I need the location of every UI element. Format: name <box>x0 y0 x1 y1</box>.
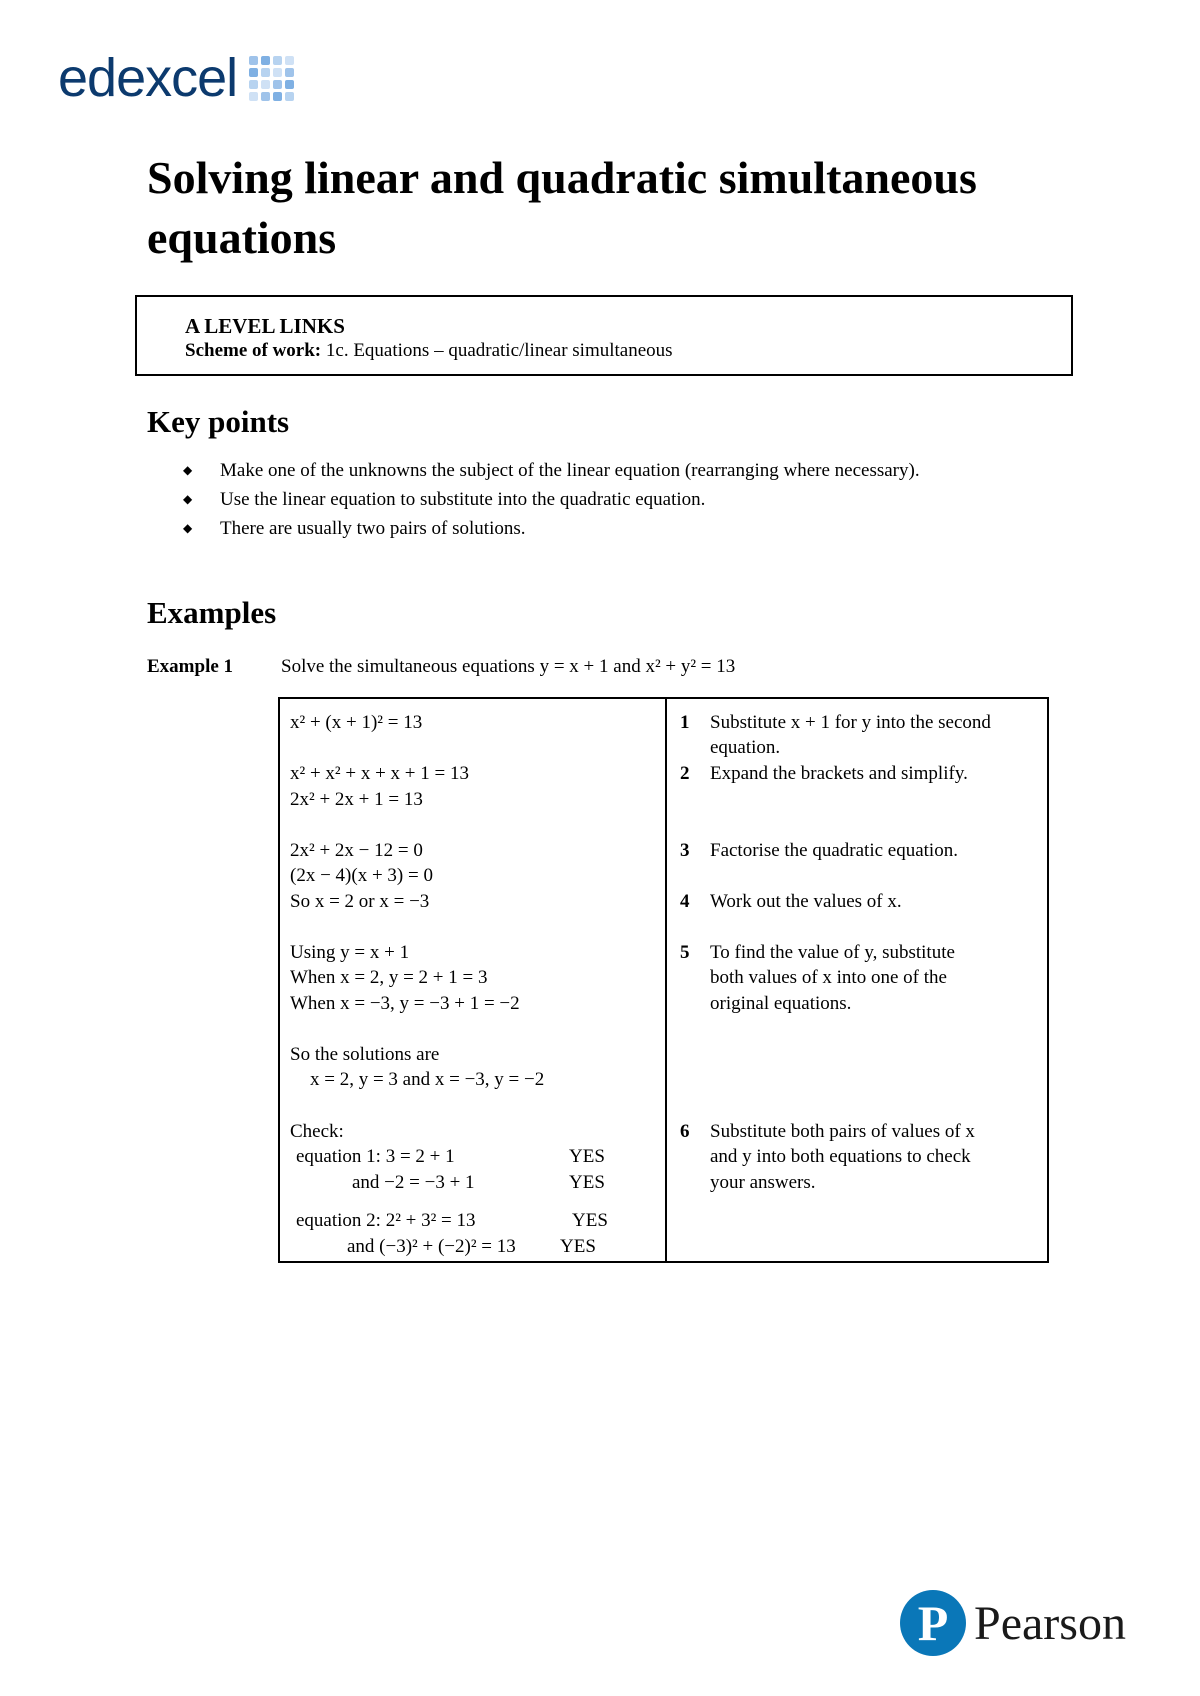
a-level-links-box <box>135 295 1073 376</box>
step-text: Factorise the quadratic equation. <box>710 840 958 861</box>
step-text: Substitute x + 1 for y into the second <box>710 712 991 733</box>
bullet-icon: ◆ <box>183 521 193 535</box>
step-text: Substitute both pairs of values of x <box>710 1121 975 1142</box>
check-result: YES <box>560 1236 596 1257</box>
scheme-label: Scheme of work: <box>185 340 322 361</box>
step-text: To find the value of y, substitute <box>710 942 955 963</box>
working-line: When x = 2, y = 2 + 1 = 3 <box>290 967 488 988</box>
list-item <box>180 514 1080 543</box>
check-line: and (−3)² + (−2)² = 13 <box>347 1236 516 1257</box>
step-text: original equations. <box>710 993 852 1014</box>
logo-text: edexcel <box>58 48 238 108</box>
logo-grid-square <box>261 80 270 89</box>
logo-grid-square <box>249 56 258 65</box>
check-line: equation 2: 2² + 3² = 13 <box>296 1210 476 1231</box>
key-point-text: Use the linear equation to substitute into the quadratic equation. <box>220 489 706 510</box>
logo-grid-square <box>285 92 294 101</box>
column-divider <box>665 699 667 1261</box>
working-line: Check: <box>290 1121 344 1142</box>
logo-grid-square <box>285 80 294 89</box>
working-line: x² + (x + 1)² = 13 <box>290 712 423 733</box>
solutions-line: x = 2, y = 3 and x = −3, y = −2 <box>310 1069 545 1090</box>
logo-grid-square <box>273 56 282 65</box>
pearson-mark-icon: P <box>900 1590 966 1656</box>
page-title: Solving linear and quadratic simultaneous equations <box>147 152 977 263</box>
worked-solution-table <box>278 697 1049 1263</box>
example-statement: Solve the simultaneous equations y = x + 1 and x² + y² = 13 <box>281 656 736 677</box>
logo-grid-square <box>273 68 282 77</box>
step-number: 5 <box>680 942 690 963</box>
logo-grid-square <box>261 56 270 65</box>
step-number: 6 <box>680 1121 690 1142</box>
working-line: 2x² + 2x + 1 = 13 <box>290 789 423 810</box>
step-text: and y into both equations to check <box>710 1146 971 1167</box>
step-number: 1 <box>680 712 690 733</box>
list-item <box>180 485 1080 514</box>
edexcel-logo <box>58 48 294 108</box>
working-line: Using y = x + 1 <box>290 942 410 963</box>
key-point-text: There are usually two pairs of solutions. <box>220 518 526 539</box>
logo-grid-square <box>285 56 294 65</box>
pearson-text: Pearson <box>974 1596 1126 1650</box>
logo-grid-square <box>249 80 258 89</box>
step-text: both values of x into one of the <box>710 967 947 988</box>
logo-grid-square <box>249 92 258 101</box>
logo-grid-square <box>285 68 294 77</box>
scheme-of-work <box>185 340 673 362</box>
list-item <box>180 456 1080 485</box>
logo-grid-square <box>261 92 270 101</box>
check-result: YES <box>569 1146 605 1167</box>
logo-grid-square <box>273 92 282 101</box>
working-line: So x = 2 or x = −3 <box>290 891 430 912</box>
example-label: Example 1 <box>147 656 234 677</box>
bullet-icon: ◆ <box>183 463 193 477</box>
bullet-icon: ◆ <box>183 492 193 506</box>
step-number: 4 <box>680 891 690 912</box>
key-point-text: Make one of the unknowns the subject of the linear equation (rearranging where necessary). <box>220 460 920 481</box>
logo-grid-square <box>261 68 270 77</box>
key-points-heading: Key points <box>147 404 290 439</box>
step-text: Work out the values of x. <box>710 891 902 912</box>
scheme-value: 1c. Equations – quadratic/linear simultaneous <box>325 340 673 361</box>
working-line: When x = −3, y = −3 + 1 = −2 <box>290 993 520 1014</box>
check-line: equation 1: 3 = 2 + 1 <box>296 1146 455 1167</box>
logo-grid-icon <box>249 56 294 101</box>
links-heading: A LEVEL LINKS <box>185 314 345 338</box>
logo-grid-square <box>249 68 258 77</box>
working-line: So the solutions are <box>290 1044 440 1065</box>
check-result: YES <box>569 1172 605 1193</box>
check-line: and −2 = −3 + 1 <box>352 1172 475 1193</box>
key-points-list <box>180 456 1080 543</box>
step-number: 2 <box>680 763 690 784</box>
pearson-logo <box>900 1590 1126 1656</box>
examples-heading: Examples <box>147 595 277 630</box>
step-text: your answers. <box>710 1172 816 1193</box>
working-line: 2x² + 2x − 12 = 0 <box>290 840 423 861</box>
working-line: (2x − 4)(x + 3) = 0 <box>290 865 433 886</box>
working-line: x² + x² + x + x + 1 = 13 <box>290 763 469 784</box>
step-text: Expand the brackets and simplify. <box>710 763 968 784</box>
check-result: YES <box>572 1210 608 1231</box>
step-number: 3 <box>680 840 690 861</box>
logo-grid-square <box>273 80 282 89</box>
step-text: equation. <box>710 737 781 758</box>
